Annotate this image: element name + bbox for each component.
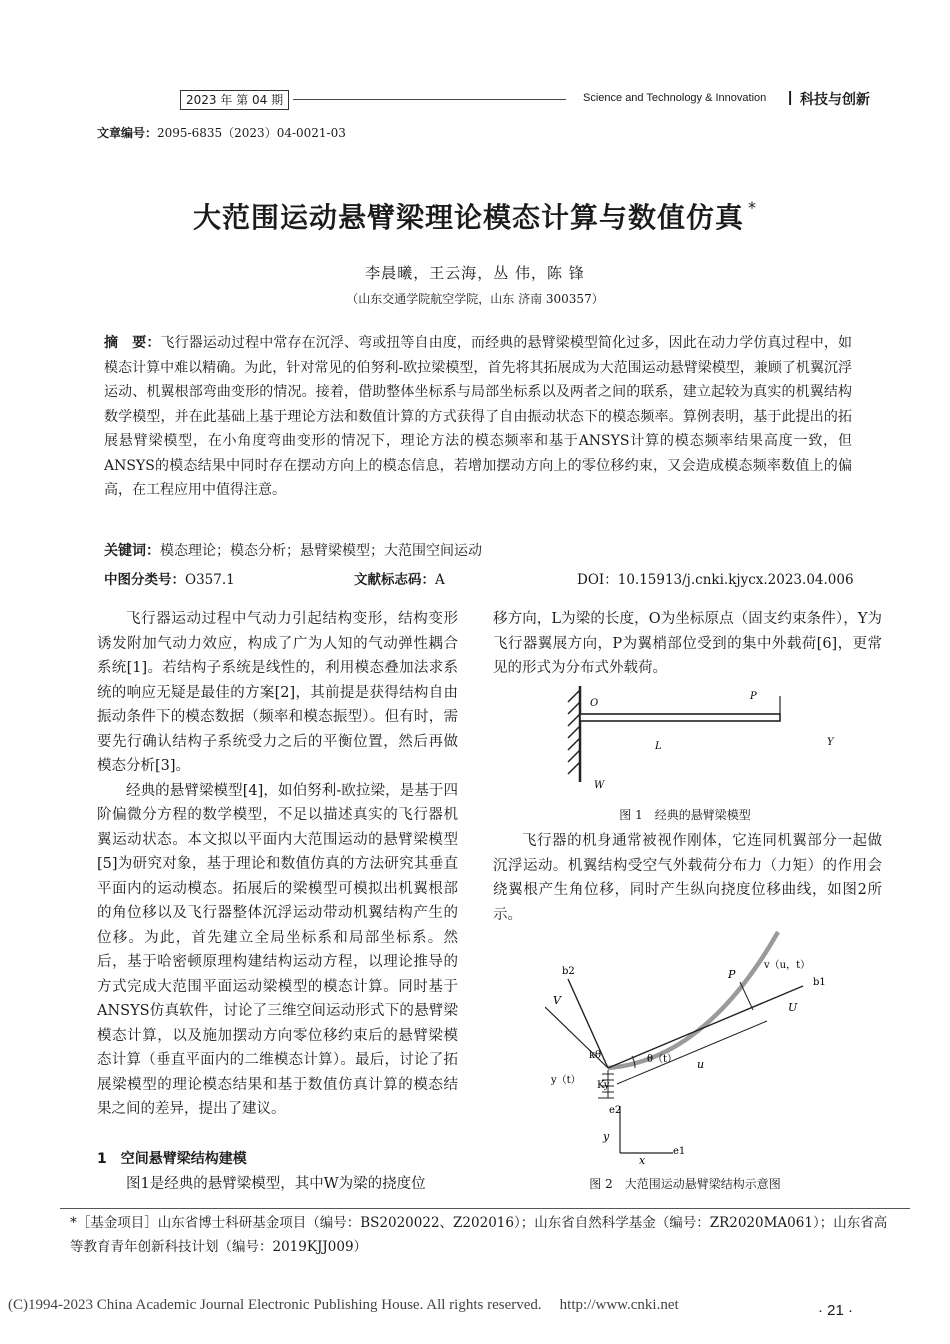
- Ky-label: Ky: [597, 1080, 610, 1091]
- header-separator: |: [788, 89, 793, 106]
- abstract: [104, 331, 852, 503]
- b2-axis: [568, 979, 608, 1068]
- authors: 李晨曦，王云海，丛 伟，陈 锋: [365, 264, 585, 282]
- body-left-column: [97, 607, 458, 1122]
- journal-name-cn: 科技与创新: [800, 92, 870, 108]
- U-label: U: [788, 1001, 798, 1014]
- b1-axis: [608, 986, 803, 1068]
- y-t-label: y（t）: [551, 1075, 581, 1086]
- section-heading: 1 空间悬臂梁结构建模: [97, 1151, 247, 1167]
- doi: DOI：10.15913/j.cnki.kjycx.2023.04.006: [577, 572, 854, 588]
- e1-label: e1: [673, 1146, 686, 1157]
- x-axis-label: x: [639, 1154, 646, 1167]
- copyright-text: (C)1994-2023 China Academic Journal Electronic Publishing House. All rights reserved.: [8, 1297, 542, 1313]
- body-right-column: [493, 607, 882, 681]
- abstract-text: 飞行器运动过程中常存在沉浮、弯或扭等自由度，而经典的悬臂梁模型简化过多，因此在动力学仿真过程中，如模态计算中难以精确。为此，针对常见的伯努利-欧拉梁模型，首先将其拓展成为大范围运动悬臂梁模型，兼顾了机翼沉浮运动、机翼根部弯曲变形的情况。接着，借助整体坐标系与局部坐标系以及两者之间的联系，建立起较为真实的机翼结构数学模型，并在此基础上基于理论方法和数值计算的方式获得了自由振动状态下的模态频率。算例表明，基于此提出的拓展悬臂梁模型，在小角度弯曲变形的情况下，理论方法的模态频率和基于ANSYS计算的模态频率结果高度一致，但ANSYS的模态结果中同时存在摆动方向上的模态信息，若增加摆动方向上的零位移约束，又会造成模态频率数值上的偏高，在工程应用中值得注意。: [104, 335, 853, 498]
- copyright-url[interactable]: http://www.cnki.net: [559, 1297, 679, 1313]
- v-dimension-line: [740, 982, 753, 1010]
- e2-label: e2: [609, 1105, 622, 1116]
- P-label: P: [728, 968, 736, 981]
- y-axis-label: y: [603, 1130, 610, 1143]
- theta-label: θ（t）: [647, 1054, 678, 1065]
- paragraph: 飞行器的机身通常被视作刚体，它连同机翼部分一起做沉浮运动。机翼结构受空气外载荷分布力（力矩）的作用会绕翼根产生角位移，同时产生纵向挠度位移曲线，如图2所示。: [493, 833, 882, 923]
- b1-label: b1: [813, 977, 826, 988]
- length-label: L: [655, 741, 662, 752]
- span-axis-label: Y: [827, 737, 834, 748]
- title-footnote-mark: *: [748, 198, 757, 217]
- paragraph: 图1是经典的悬臂梁模型，其中W为梁的挠度位: [126, 1176, 426, 1192]
- paragraph: 经典的悬臂梁模型[4]，如伯努利-欧拉梁，是基于四阶偏微分方程的数学模型，不足以描述真实的飞行器机翼运动状态。本文拟以平面内大范围运动的悬臂梁模型[5]为研究对象，基于理论和数值仿真的方法研究其垂直平面内的运动模态。拓展后的梁模型可模拟出机翼根部的角位移以及飞行器整体沉浮运动带动机翼结构产生的位移。为此，首先建立全局坐标系和局部坐标系。然后，基于哈密顿原理构建结构运动方程，以理论推导的方式完成大范围平面运动梁模型的模态计算。同时基于ANSYS仿真软件，讨论了三维空间运动形式下的悬臂梁模态计算，以及施加摆动方向零位移约束后的悬臂梁模态计算（垂直平面内的二维模态计算）。最后，讨论了拓展梁模型的理论模态结果和基于数值仿真计算的模态结果之间的差异，提出了建议。: [97, 782, 458, 1117]
- clc-number: [104, 568, 235, 588]
- paper-title: [0, 196, 950, 236]
- v-label: v（u，t）: [764, 960, 811, 971]
- clc-label: 中图分类号：: [104, 572, 185, 588]
- article-number-label: 文章编号：: [97, 126, 158, 140]
- abstract-label: 摘 要：: [104, 335, 161, 351]
- keywords: [104, 540, 482, 560]
- clc-value: O357.1: [185, 572, 235, 588]
- doc-code-value: A: [435, 572, 445, 588]
- figure-1-diagram: [560, 682, 850, 792]
- body-right-column-cont: [493, 829, 882, 927]
- u-label: u: [697, 1058, 705, 1071]
- article-number: [97, 124, 346, 141]
- keywords-value: 模态理论；模态分析；悬臂梁模型；大范围空间运动: [160, 543, 482, 559]
- k-theta-label: kθ: [589, 1050, 602, 1061]
- paper-title-text: 大范围运动悬臂梁理论模态计算与数值仿真: [192, 201, 744, 234]
- figure-1-caption: 图 1 经典的悬臂梁模型: [619, 808, 751, 822]
- document-code: [354, 568, 445, 588]
- deformed-beam-curve: [608, 932, 778, 1068]
- journal-name-en: Science and Technology & Innovation: [583, 92, 767, 104]
- figure-2-caption: 图 2 大范围运动悬臂梁结构示意图: [589, 1177, 781, 1191]
- cantilever-beam: [580, 714, 780, 721]
- footnote-rule: [60, 1208, 910, 1209]
- copyright-line: [8, 1297, 691, 1314]
- header-rule: [293, 99, 566, 100]
- issue-label: 2023 年 第 04 期: [180, 90, 289, 110]
- wall-hatching: [568, 690, 580, 774]
- body-left-column-end: [97, 1172, 458, 1197]
- origin-label: O: [590, 698, 599, 709]
- keywords-label: 关键词：: [104, 543, 160, 559]
- deflection-label: W: [594, 780, 605, 791]
- figure-2-diagram: [545, 928, 845, 1168]
- u-dimension-line: [617, 1021, 767, 1084]
- page-number: · 21 ·: [818, 1302, 854, 1319]
- paragraph: 移方向，L为梁的长度，O为坐标原点（固支约束条件），Y为飞行器翼展方向，P为翼梢部位受到的集中外载荷[6]，更常见的形式为分布式外载荷。: [493, 611, 882, 676]
- b2-label: b2: [562, 966, 575, 977]
- load-label: P: [750, 691, 757, 702]
- doc-code-label: 文献标志码：: [354, 572, 435, 588]
- affiliation: （山东交通学院航空学院，山东 济南 300357）: [346, 292, 604, 306]
- paragraph: 飞行器运动过程中气动力引起结构变形，结构变形诱发附加气动力效应，构成了广为人知的气动弹性耦合系统[1]。若结构子系统是线性的，利用模态叠加法求系统的响应无疑是最佳的方案[2]，其前提是获得结构自由振动条件下的模态数据（频率和模态振型）。但有时，需要先行确认结构子系统受力之后的平衡位置，然后再做模态分析[3]。: [97, 611, 458, 774]
- V-label: V: [553, 994, 561, 1007]
- article-number-value: 2095-6835（2023）04-0021-03: [157, 126, 346, 140]
- funding-footnote: *［基金项目］山东省博士科研基金项目（编号：BS2020022、Z202016）；山东省自然科学基金（编号：ZR2020MA061）；山东省高等教育青年创新科技计划（编号：2019KJJ009）: [70, 1215, 888, 1255]
